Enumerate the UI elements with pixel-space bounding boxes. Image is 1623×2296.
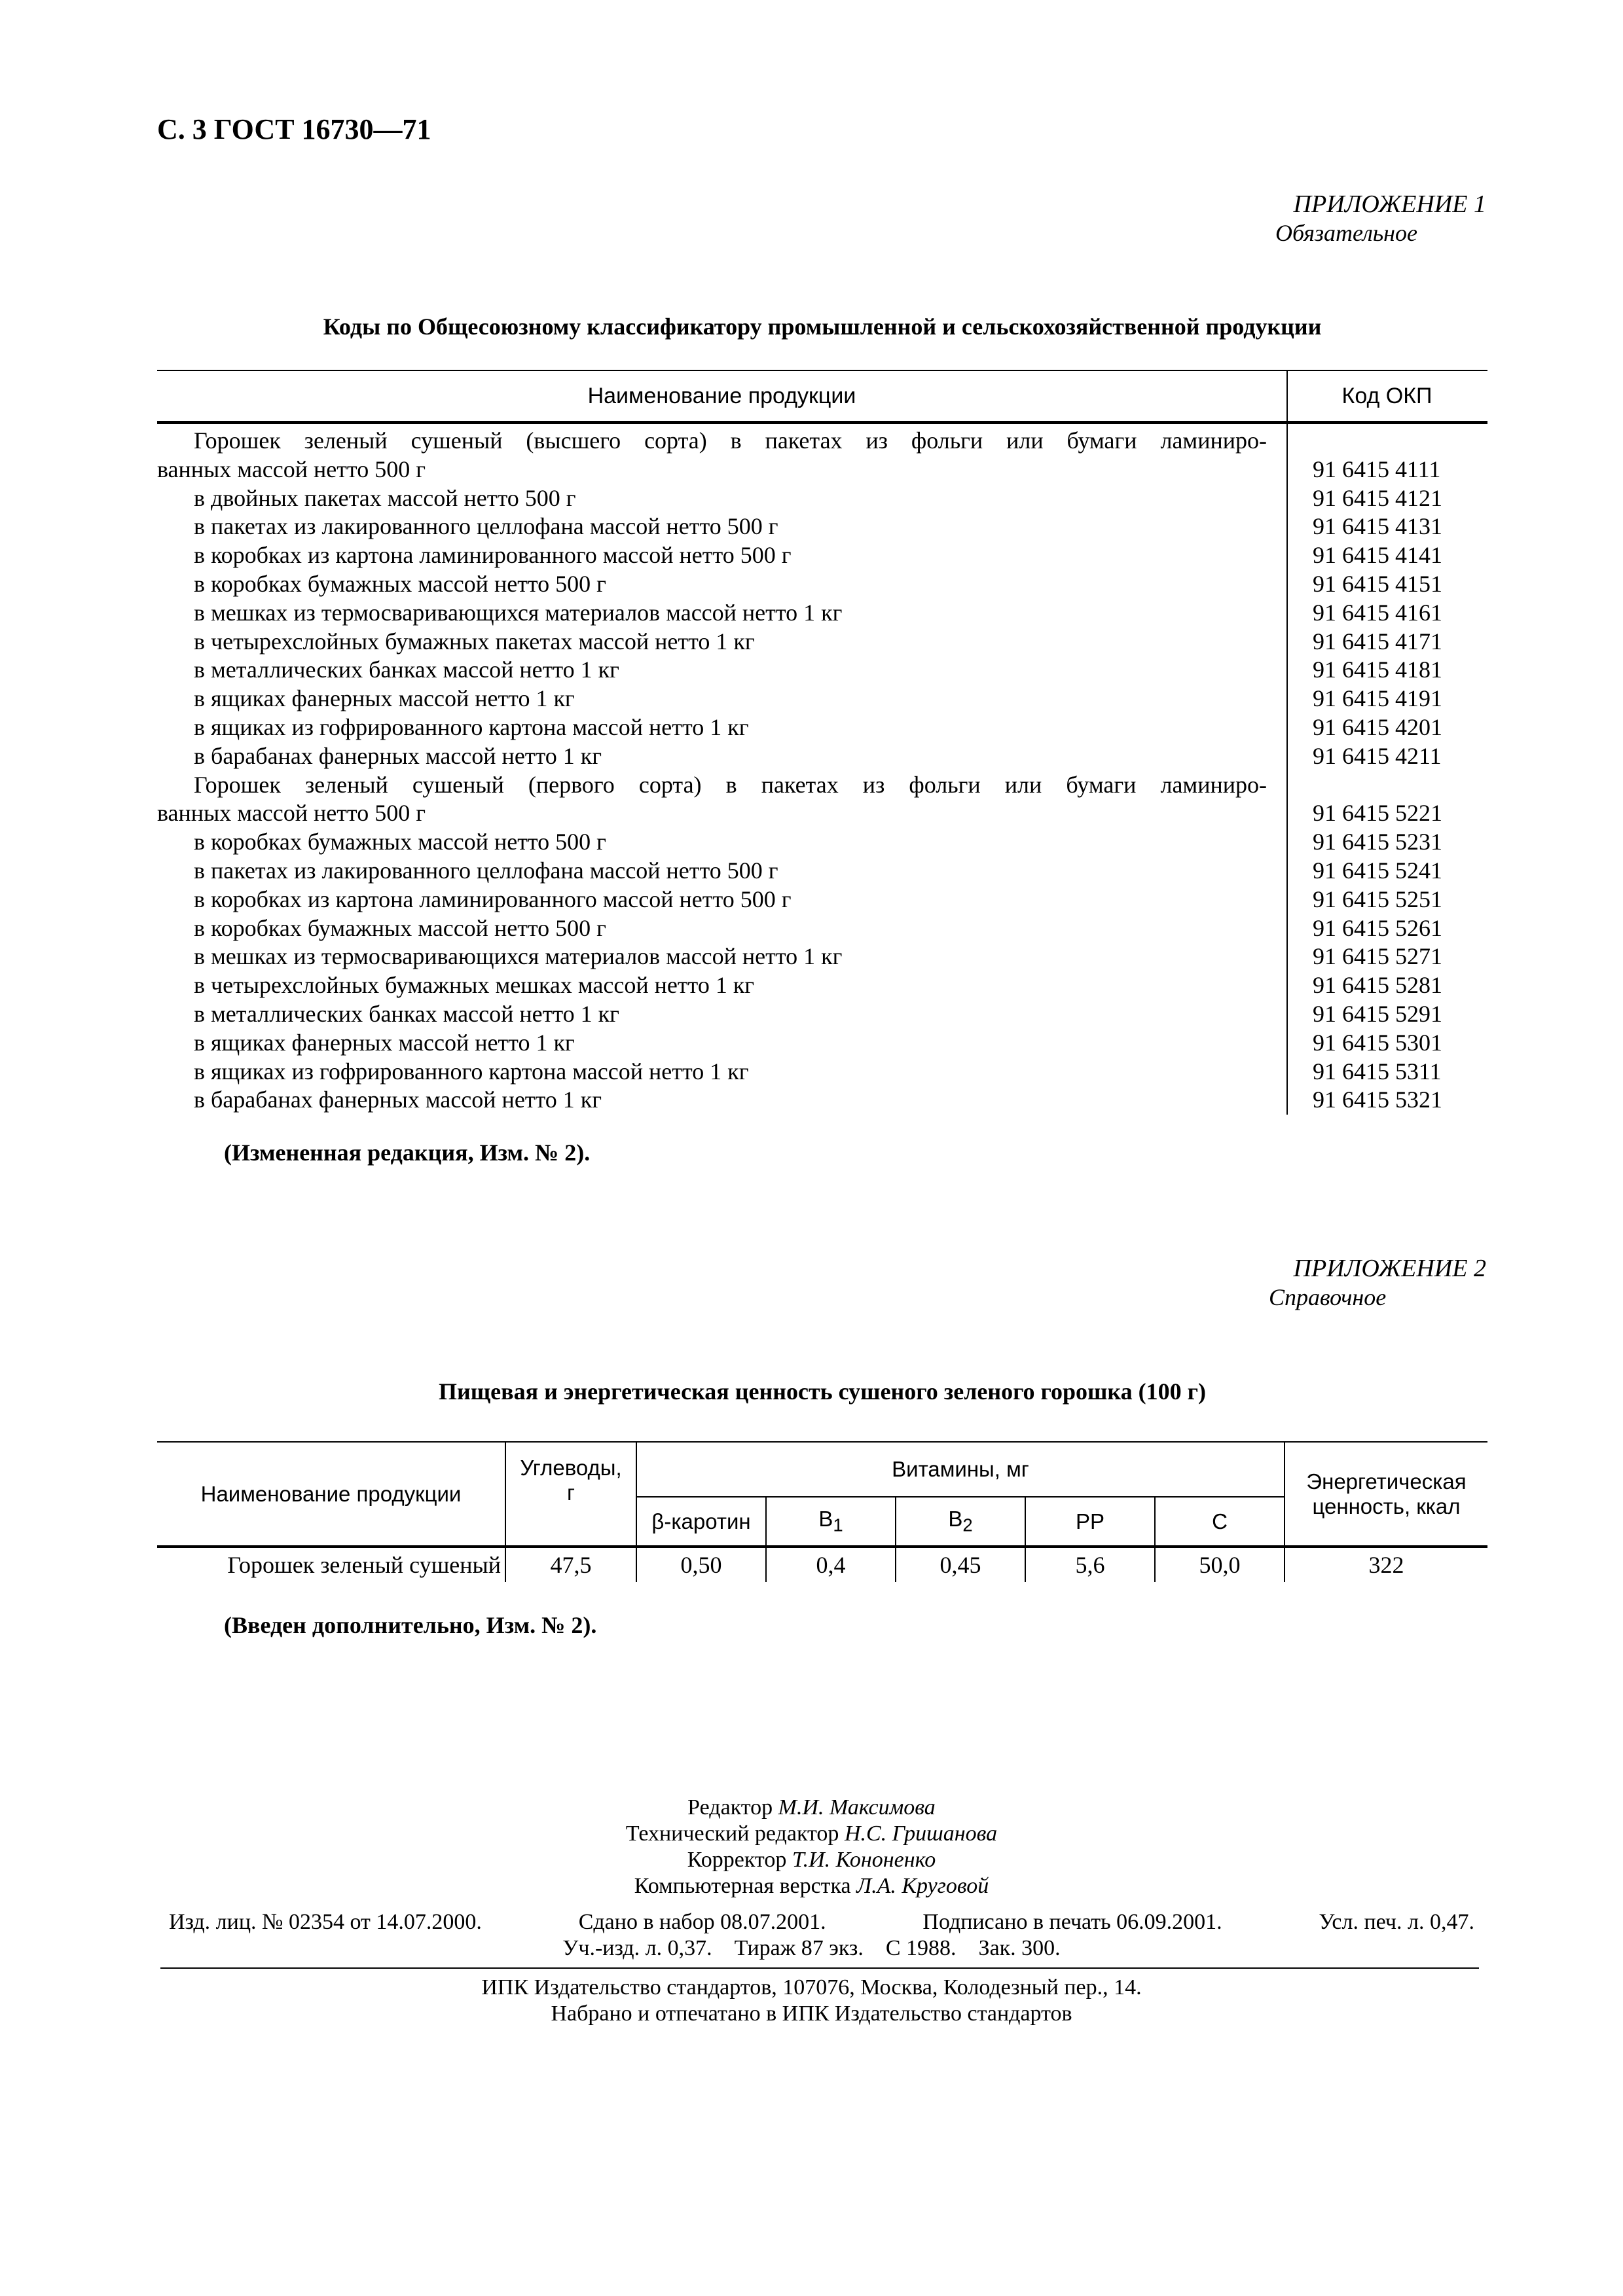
- product-name: в мешках из термосваривающихся материалов массой нетто 1 кг: [194, 943, 843, 970]
- okp-code: 91 6415 5241: [1313, 857, 1442, 884]
- table-row: [157, 828, 1487, 857]
- energy-label-2: ценность, ккал: [1312, 1494, 1461, 1518]
- carbs-unit: г: [566, 1480, 575, 1505]
- okp-code: 91 6415 4151: [1313, 570, 1442, 597]
- energy-label-1: Энергетическая: [1306, 1469, 1467, 1494]
- column-header-name: Наименование продукции: [157, 1442, 505, 1547]
- imprint-sent: Сдано в набор 08.07.2001.: [578, 1910, 826, 1934]
- b1-subscript: 1: [833, 1515, 843, 1535]
- product-name: в барабанах фанерных массой нетто 1 кг: [194, 1086, 602, 1113]
- imprint-divider: [160, 1967, 1479, 1969]
- product-name: в металлических банках массой нетто 1 кг: [194, 1000, 619, 1027]
- row-b2: 0,45: [896, 1547, 1025, 1582]
- product-name: в ящиках из гофрированного картона массой нетто 1 кг: [194, 713, 749, 740]
- product-name: в четырехслойных бумажных пакетах массой нетто 1 кг: [194, 628, 755, 655]
- credit-person: Н.С. Гришанова: [844, 1821, 998, 1846]
- column-divider: [1286, 371, 1288, 421]
- product-name: ванных массой нетто 500 г: [157, 800, 426, 827]
- table-row: [157, 713, 1487, 742]
- okp-code: 91 6415 5281: [1313, 972, 1442, 999]
- product-name: в ящиках из гофрированного картона массой нетто 1 кг: [194, 1058, 749, 1085]
- okp-code: [1286, 771, 1487, 800]
- column-header-c: C: [1155, 1497, 1285, 1547]
- product-name: в пакетах из лакированного целлофана массой нетто 500 г: [194, 513, 778, 540]
- imprint-line-2: Уч.-изд. л. 0,37. Тираж 87 экз. С 1988. Зак. 300.: [562, 1936, 1061, 1960]
- product-name: в коробках бумажных массой нетто 500 г: [194, 570, 606, 597]
- b1-letter: B: [818, 1507, 833, 1532]
- okp-code: 91 6415 4111: [1313, 456, 1441, 482]
- credit-editor: [0, 1795, 1623, 1821]
- note-amended: (Измененная редакция, Изм. № 2).: [224, 1139, 591, 1166]
- credit-tech-editor: [0, 1821, 1623, 1847]
- column-header-beta-carotene: β-каротин: [636, 1497, 766, 1547]
- product-name: Горошек зеленый сушеный (высшего сорта) в пакетах из фольги или бумаги ламиниро-: [194, 427, 1267, 454]
- table-row: [157, 541, 1487, 570]
- credit-proofreader: [0, 1847, 1623, 1873]
- table-row: [157, 484, 1487, 513]
- section-1-title: Коды по Общесоюзному классификатору промышленной и сельскохозяйственной продукции: [323, 314, 1322, 340]
- table-row: [157, 456, 1487, 484]
- table-row: [157, 1547, 1487, 1582]
- product-name: в мешках из термосваривающихся материалов массой нетто 1 кг: [194, 599, 843, 626]
- okp-code: 91 6415 4201: [1313, 713, 1442, 740]
- imprint-signed: Подписано в печать 06.09.2001.: [922, 1910, 1222, 1934]
- okp-code: 91 6415 5231: [1313, 829, 1442, 855]
- okp-code: [1286, 427, 1487, 456]
- product-name: в четырехслойных бумажных мешках массой нетто 1 кг: [194, 972, 755, 999]
- okp-code: 91 6415 4121: [1313, 484, 1442, 511]
- table-row: [157, 942, 1487, 971]
- column-header-energy: [1285, 1442, 1487, 1547]
- okp-code: 91 6415 4141: [1313, 542, 1442, 569]
- row-c: 50,0: [1155, 1547, 1285, 1582]
- table-row: [157, 1086, 1487, 1115]
- table-row: [157, 771, 1487, 800]
- table-row: [157, 656, 1487, 685]
- product-name: в барабанах фанерных массой нетто 1 кг: [194, 742, 602, 769]
- product-name: в коробках из картона ламинированного массой нетто 500 г: [194, 886, 792, 912]
- table-row: [157, 971, 1487, 1000]
- row-beta-carotene: 0,50: [636, 1547, 766, 1582]
- appendix-2-label: [1244, 1254, 1486, 1312]
- product-name: в металлических банках массой нетто 1 кг: [194, 656, 619, 683]
- appendix-2-title: ПРИЛОЖЕНИЕ 2: [1293, 1255, 1486, 1282]
- okp-code: 91 6415 4131: [1313, 513, 1442, 540]
- table-row: [157, 799, 1487, 828]
- okp-code: 91 6415 4181: [1313, 656, 1442, 683]
- table-row: [157, 857, 1487, 886]
- table-row: [157, 628, 1487, 656]
- product-name: в пакетах из лакированного целлофана массой нетто 500 г: [194, 857, 778, 884]
- table-row: [157, 685, 1487, 713]
- row-b1: 0,4: [766, 1547, 896, 1582]
- row-pp: 5,6: [1025, 1547, 1155, 1582]
- product-name: в ящиках фанерных массой нетто 1 кг: [194, 1029, 575, 1056]
- appendix-1-label: [1244, 190, 1486, 247]
- product-name: в двойных пакетах массой нетто 500 г: [194, 484, 576, 511]
- product-name: Горошек зеленый сушеный (первого сорта) в пакетах из фольги или бумаги ламиниро-: [194, 771, 1267, 798]
- table-row: [157, 914, 1487, 943]
- table-row: [157, 512, 1487, 541]
- table-header: [157, 371, 1487, 421]
- b2-subscript: 2: [962, 1515, 973, 1535]
- product-name: в коробках из картона ламинированного массой нетто 500 г: [194, 542, 792, 569]
- table-row: [157, 1000, 1487, 1029]
- okp-code: 91 6415 5301: [1313, 1029, 1442, 1056]
- appendix-2-status: Справочное: [1269, 1284, 1387, 1310]
- row-carbs: 47,5: [505, 1547, 636, 1582]
- column-header-carbs: [505, 1442, 636, 1547]
- credit-person: Л.А. Круговой: [856, 1874, 989, 1898]
- column-divider: [1286, 424, 1288, 1115]
- okp-code: 91 6415 4171: [1313, 628, 1442, 655]
- column-header-pp: PP: [1025, 1497, 1155, 1547]
- nutrition-table: [157, 1441, 1487, 1582]
- credit-person: Т.И. Кононенко: [792, 1848, 936, 1872]
- note-added: (Введен дополнительно, Изм. № 2).: [224, 1612, 597, 1638]
- product-name: ванных массой нетто 500 г: [157, 456, 426, 482]
- okp-code: 91 6415 5321: [1313, 1086, 1442, 1113]
- credit-layout: [0, 1873, 1623, 1899]
- row-name: Горошек зеленый сушеный: [157, 1547, 505, 1582]
- appendix-1-status: Обязательное: [1275, 220, 1417, 246]
- okp-code: 91 6415 5271: [1313, 943, 1442, 970]
- okp-code: 91 6415 5291: [1313, 1000, 1442, 1027]
- section-2-title: Пищевая и энергетическая ценность сушеного зеленого горошка (100 г): [439, 1378, 1206, 1405]
- credit-role: Компьютерная верстка: [634, 1874, 851, 1898]
- page-header: С. 3 ГОСТ 16730—71: [157, 113, 431, 145]
- table-row: [157, 599, 1487, 628]
- row-energy: 322: [1368, 1552, 1404, 1578]
- table-row: [157, 570, 1487, 599]
- okp-code: 91 6415 4211: [1313, 742, 1442, 769]
- product-name: в ящиках фанерных массой нетто 1 кг: [194, 685, 575, 712]
- credit-person: М.И. Максимова: [778, 1795, 936, 1820]
- okp-codes-table: [157, 370, 1487, 1115]
- table-row: [157, 1058, 1487, 1086]
- imprint-license: Изд. лиц. № 02354 от 14.07.2000.: [169, 1910, 482, 1934]
- okp-code: 91 6415 4161: [1313, 599, 1442, 626]
- imprint-print-sheets: Усл. печ. л. 0,47.: [1319, 1910, 1474, 1934]
- okp-code: 91 6415 4191: [1313, 685, 1442, 712]
- column-header-b2: [896, 1497, 1025, 1547]
- table-row: [157, 1029, 1487, 1058]
- column-header-name: Наименование продукции: [587, 383, 856, 408]
- column-header-code: Код ОКП: [1341, 383, 1432, 408]
- imprint-publisher: ИПК Издательство стандартов, 107076, Москва, Колодезный пер., 14.: [481, 1975, 1142, 2000]
- credit-role: Технический редактор: [625, 1821, 839, 1846]
- table-row: [157, 886, 1487, 914]
- okp-code: 91 6415 5251: [1313, 886, 1442, 912]
- okp-code: 91 6415 5311: [1313, 1058, 1442, 1085]
- column-header-vitamins: Витамины, мг: [636, 1442, 1285, 1497]
- okp-code: 91 6415 5221: [1313, 800, 1442, 827]
- product-name: в коробках бумажных массой нетто 500 г: [194, 914, 606, 941]
- table-body: [157, 424, 1487, 1115]
- credits-block: [0, 1795, 1623, 1899]
- imprint-line-1: [169, 1910, 1474, 1935]
- product-name: в коробках бумажных массой нетто 500 г: [194, 829, 606, 855]
- imprint-printed: Набрано и отпечатано в ИПК Издательство стандартов: [551, 2001, 1072, 2026]
- table-row: [157, 742, 1487, 771]
- credit-role: Редактор: [687, 1795, 773, 1820]
- credit-role: Корректор: [687, 1848, 787, 1872]
- b2-letter: B: [948, 1507, 963, 1532]
- column-header-b1: [766, 1497, 896, 1547]
- appendix-1-title: ПРИЛОЖЕНИЕ 1: [1293, 190, 1486, 218]
- carbs-label: Углеводы,: [520, 1456, 622, 1480]
- okp-code: 91 6415 5261: [1313, 914, 1442, 941]
- table-row: [157, 427, 1487, 456]
